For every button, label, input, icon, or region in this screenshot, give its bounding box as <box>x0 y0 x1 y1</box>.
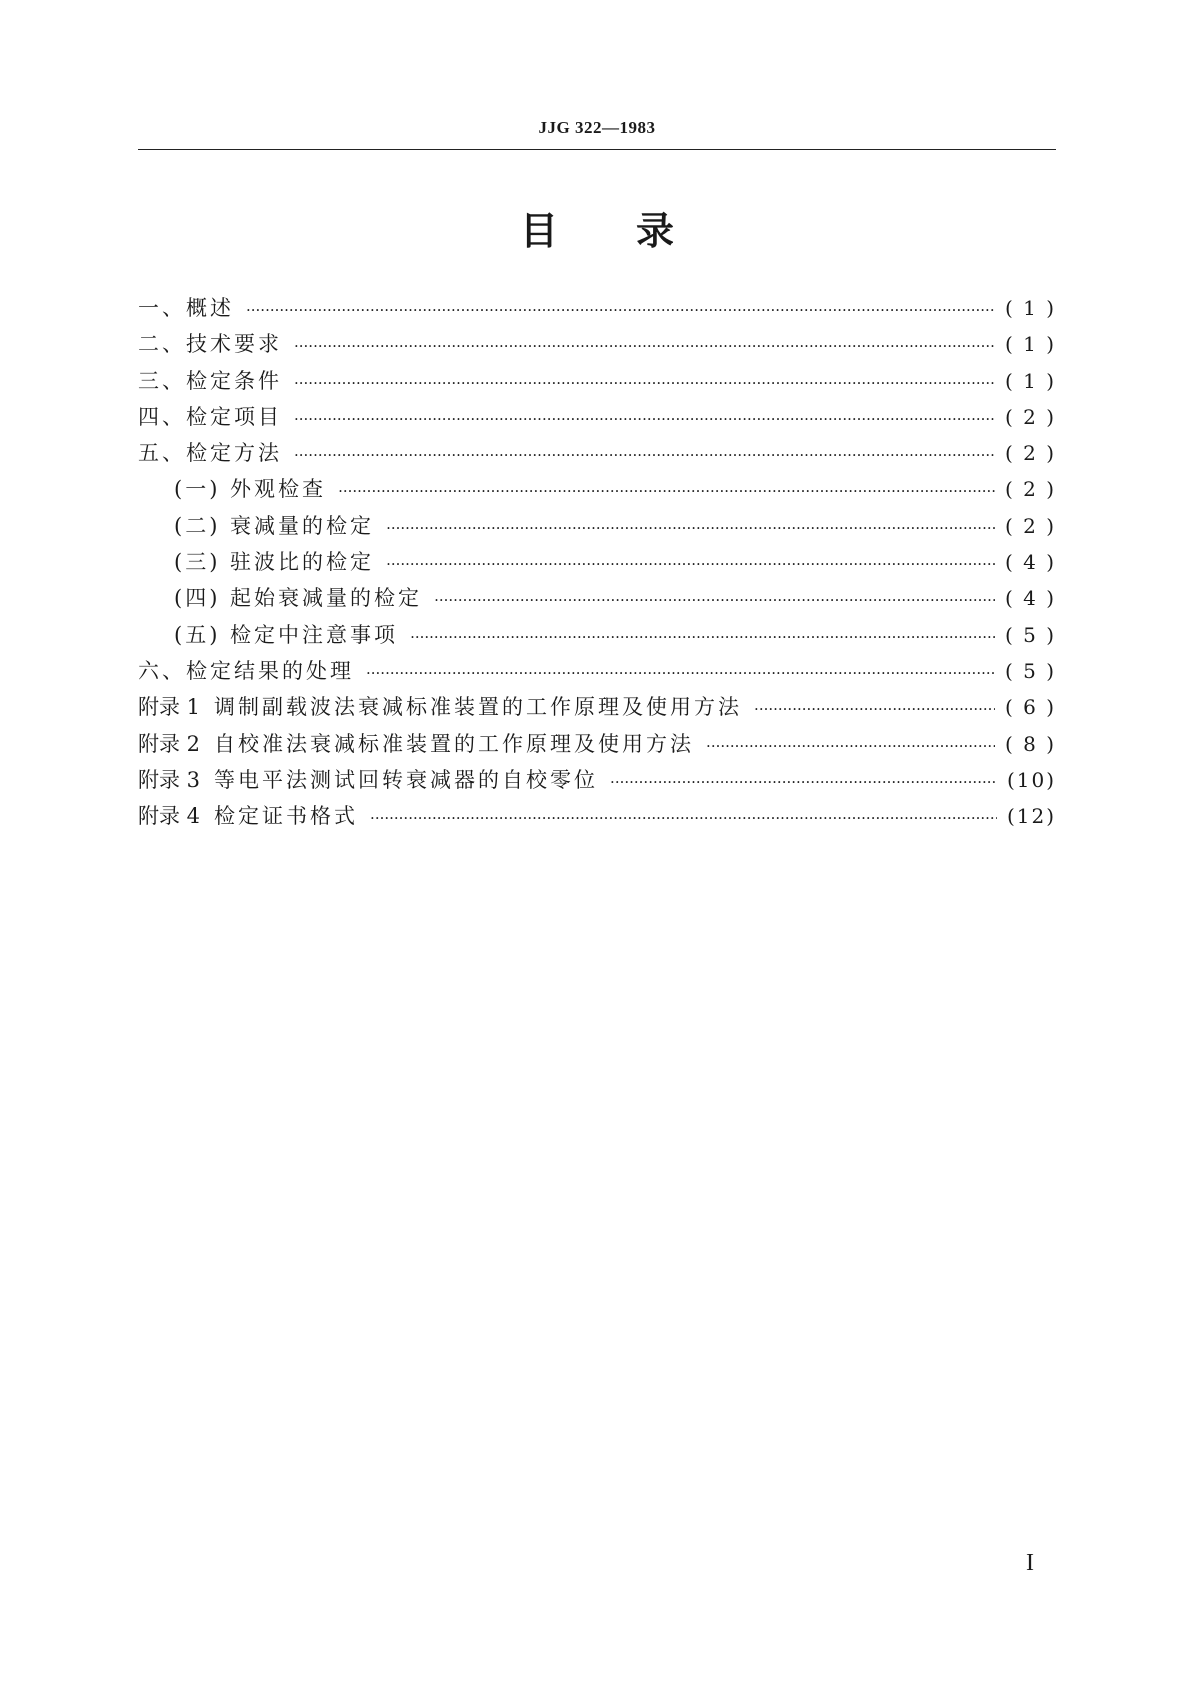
appendix-number: 附录 2 <box>138 731 201 756</box>
toc-entry[interactable] <box>138 401 1056 437</box>
toc-entry-label: 二、技术要求 <box>138 332 282 357</box>
toc-leader-dots <box>386 555 995 573</box>
toc-entry-page: ( 1 ) <box>1004 368 1056 393</box>
page-number: I <box>1026 1550 1034 1576</box>
toc-entry-page: ( 2 ) <box>1004 404 1056 429</box>
toc-entry-label <box>138 728 694 758</box>
toc-entry-label <box>138 800 358 830</box>
toc-entry[interactable] <box>138 365 1056 401</box>
appendix-number: 附录 4 <box>138 804 201 829</box>
appendix-title: 调制副载波法衰减标准装置的工作原理及使用方法 <box>214 695 743 720</box>
toc-appendix-entry[interactable] <box>138 764 1056 800</box>
appendix-title: 检定证书格式 <box>214 804 359 829</box>
title-char-2: 录 <box>636 209 675 253</box>
toc-entry-label: (四) 起始衰减量的检定 <box>174 586 423 611</box>
toc-entry-page: ( 2 ) <box>1004 513 1056 538</box>
page-title <box>138 200 1056 255</box>
toc-leader-dots <box>294 446 995 464</box>
toc-appendix-entry[interactable] <box>138 800 1056 836</box>
toc-leader-dots <box>370 809 997 827</box>
toc-entry-label: (一) 外观检查 <box>174 477 327 502</box>
toc-leader-dots <box>294 374 995 392</box>
toc-entry-label: (五) 检定中注意事项 <box>174 622 399 647</box>
toc-entry[interactable] <box>138 437 1056 473</box>
appendix-title: 自校准法衰减标准装置的工作原理及使用方法 <box>214 731 695 756</box>
toc-entry-page: ( 4 ) <box>1004 550 1056 575</box>
toc-leader-dots <box>386 519 995 537</box>
toc-leader-dots <box>338 482 995 500</box>
toc-entry[interactable] <box>138 328 1056 364</box>
toc-subentry[interactable] <box>138 473 1056 509</box>
toc-entry-label: 四、检定项目 <box>138 404 282 429</box>
toc-leader-dots <box>246 301 995 319</box>
toc-entry-page: (12) <box>1006 804 1056 829</box>
toc-leader-dots <box>294 410 995 428</box>
toc-entry-page: ( 4 ) <box>1004 586 1056 611</box>
appendix-number: 附录 1 <box>138 695 201 720</box>
running-header: JJG 322—1983 <box>538 118 656 137</box>
toc-entry-page: ( 2 ) <box>1004 441 1056 466</box>
toc-leader-dots <box>610 773 997 791</box>
toc-entry-page: ( 1 ) <box>1004 332 1056 357</box>
toc-entry-page: ( 5 ) <box>1004 622 1056 647</box>
toc-appendix-entry[interactable] <box>138 728 1056 764</box>
toc-entry-page: (10) <box>1006 767 1056 792</box>
toc-entry-page: ( 1 ) <box>1004 296 1056 320</box>
toc-entry-label: (二) 衰减量的检定 <box>174 513 375 538</box>
toc-entry[interactable] <box>138 655 1056 691</box>
toc-entry-label: 一、概述 <box>138 296 234 320</box>
appendix-title: 等电平法测试回转衰减器的自校零位 <box>214 767 599 792</box>
toc-entry-label: 六、检定结果的处理 <box>138 658 354 683</box>
toc-leader-dots <box>706 737 995 755</box>
toc-subentry[interactable] <box>138 619 1056 655</box>
header-rule <box>138 149 1056 150</box>
toc-leader-dots <box>294 337 995 355</box>
toc-entry-label <box>138 691 742 721</box>
toc-leader-dots <box>410 628 995 646</box>
appendix-number: 附录 3 <box>138 767 201 792</box>
toc-leader-dots <box>754 700 995 718</box>
toc-entry-label <box>138 764 598 794</box>
toc-entry-label: 三、检定条件 <box>138 368 282 393</box>
toc-entry-page: ( 5 ) <box>1004 658 1056 683</box>
toc-entry[interactable] <box>138 292 1056 328</box>
toc-entry-label: 五、检定方法 <box>138 441 282 466</box>
toc-appendix-entry[interactable] <box>138 691 1056 727</box>
toc-entry-page: ( 8 ) <box>1004 731 1056 756</box>
toc-leader-dots <box>366 664 995 682</box>
toc-subentry[interactable] <box>138 510 1056 546</box>
toc-entry-label: (三) 驻波比的检定 <box>174 550 375 575</box>
table-of-contents <box>138 292 1056 836</box>
toc-leader-dots <box>434 591 995 609</box>
title-char-1: 目 <box>519 209 558 253</box>
toc-subentry[interactable] <box>138 582 1056 618</box>
toc-subentry[interactable] <box>138 546 1056 582</box>
toc-entry-page: ( 2 ) <box>1004 477 1056 502</box>
toc-entry-page: ( 6 ) <box>1004 695 1056 720</box>
